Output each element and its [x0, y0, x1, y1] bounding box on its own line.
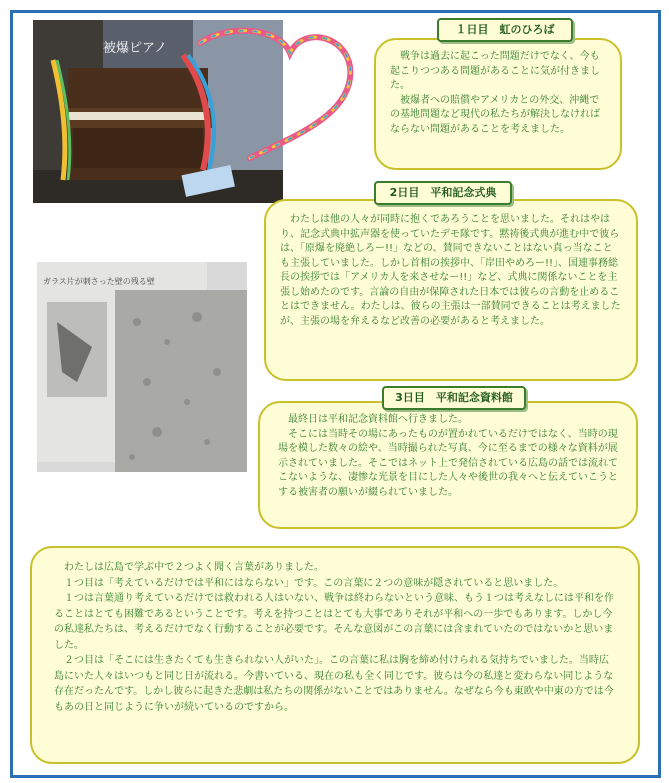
day3-paragraph-1: 最終日は平和記念資料館へ行きました。	[288, 414, 468, 425]
day2-heading: 2日目 平和記念式典	[374, 181, 512, 205]
crane-garland-heart	[190, 18, 370, 168]
museum-wall-title: ガラス片が刺さった壁の残る壁	[43, 277, 155, 286]
day3-box	[258, 401, 638, 529]
day3-heading: 3日目 平和記念資料館	[382, 386, 526, 410]
reflection-paragraph-3: １つは言葉通り考えているだけでは救われる人はいない、戦争は終わらないという意味、もう１つは考えなしには平和を作ることはとても困難であるということです。考えを持つことはとても大事でありそれが平和への一歩でもあります。しかし今の私達私たちは、考えるだけでなく行動することが必要です。そんな意図がこの言葉には含まれていたのではないかと思いました。	[54, 593, 614, 651]
day1-heading: １日目 虹のひろば	[437, 18, 573, 42]
day1-paragraph-1: 戦争は過去に起こった問題だけでなく、今も起こりつつある問題があることに気が付きました。	[390, 51, 600, 91]
museum-wall-illustration	[37, 262, 247, 472]
day3-paragraph-2: そこには当時その場にあったものが置かれているだけではなく、当時の現場を模した数々の絵や、当時撮られた写真、今に至るまでの様々な資料が展示されていました。そこではネット上で発信されている広島の話では流れてこないような、凄惨な光景を目にした人々や後世の我々へと伝えていこうとする被害者の願いが綴られていました。	[278, 428, 618, 498]
day1-paragraph-2: 被爆者への賠償やアメリカとの外交、沖縄での基地問題など現代の私たちが解決しなければならない問題があることを考えました。	[390, 94, 600, 135]
museum-wall-photo	[37, 262, 247, 472]
reflection-paragraph-2: １つ目は「考えているだけでは平和にはならない」です。この言葉に２つの意味が隠されていると思いました。	[64, 577, 564, 589]
day2-box	[264, 199, 638, 381]
reflection-box	[30, 546, 640, 764]
reflection-paragraph-1: わたしは広島で学ぶ中で２つよく聞く言葉がありました。	[64, 562, 324, 573]
reflection-paragraph-4: ２つ目は「そこには生きたくても生きられない人がいた」。この言葉に私は胸を締め付けられる気持ちでいました。当時広島にいた人々はいつもと同じ日が流れる。今書いている、現在の私も全く同じです。彼らは今の私達と変わらない同じような存在だったんです。しかし彼らに起きた悲劇は私たちの関係がないことではありません。なぜなら今も東欧や中東の方では今もあの日と同じように争いが続いているのですから。	[54, 655, 614, 713]
day2-paragraph-1: わたしは他の人々が同時に抱くであろうことを思いました。それはやはり、記念式典中拡声器を使っていたデモ隊です。黙祷後式典が進む中で彼らは、「原爆を廃絶しろー!!」などの、賛同できないことはない真っ当なことも主張していました。しかし首相の挨拶中、「岸田やめろー!!」、国連事務総長の挨拶では「アメリカ人を来させなー!!」など、式典に関係ないことを主張し始めたのです。言論の自由が保障された日本では彼らの言動を止めることはできません。わたしは、彼らの主張は一部賛同できることは考えましたが、主張の場を弁えるなど改善の必要があると考えました。	[280, 214, 621, 327]
piano-photo-caption: 被爆ピアノ	[103, 41, 167, 56]
day1-box	[374, 38, 622, 170]
